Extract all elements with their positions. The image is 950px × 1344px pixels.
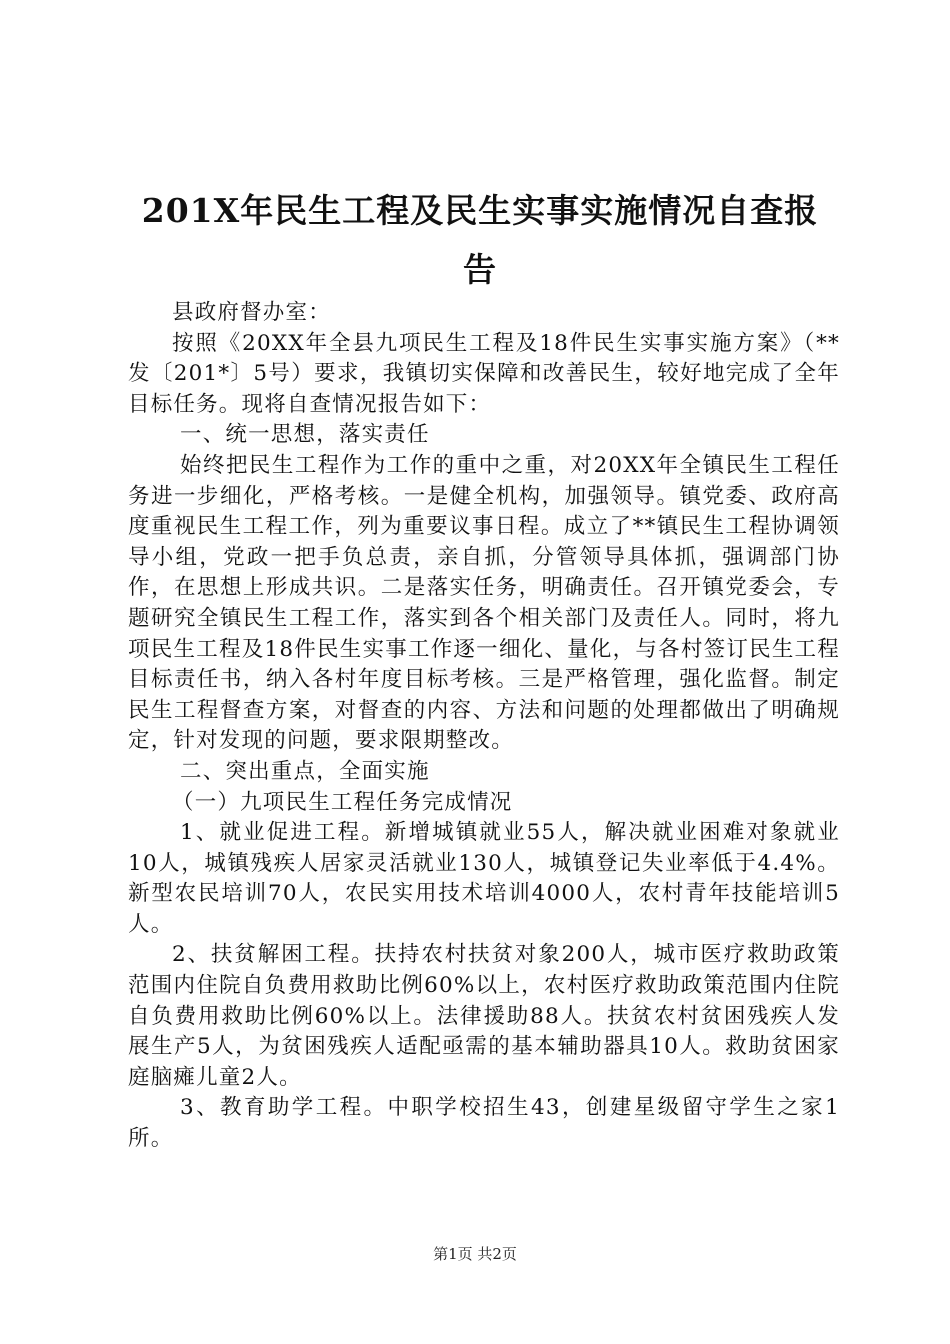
section-heading-2: 二、突出重点，全面实施: [180, 758, 430, 784]
page-footer: 第1页 共2页: [433, 1245, 517, 1263]
subsection-heading-1: （一）九项民生工程任务完成情况: [172, 789, 513, 815]
item-3-paragraph: 3、教育助学工程。中职学校招生43，创建星级留守学生之家1所。: [128, 1095, 840, 1152]
item-2-paragraph: 2、扶贫解困工程。扶持农村扶贫对象200人，城市医疗救助政策范围内住院自负费用救助比例60%以上，农村医疗救助政策范围内住院自负费用救助比例60%以上。法律援助88人。扶贫农村贫困残疾人发展生产5人，为贫困残疾人适配亟需的基本辅助器具10人。救助贫困家庭脑瘫儿童2人。: [128, 942, 840, 1090]
document-title-line-1: 201X年民生工程及民生实事实施情况自查报: [141, 191, 819, 230]
item-1-paragraph: 1、就业促进工程。新增城镇就业55人，解决就业困难对象就业10人，城镇残疾人居家灵活就业130人，城镇登记失业率低于4.4%。新型农民培训70人，农民实用技术培训4000人，农村青年技能培训5人。: [128, 820, 840, 937]
section-1-paragraph: 始终把民生工程作为工作的重中之重，对20XX年全镇民生工程任务进一步细化，严格考核。一是健全机构，加强领导。镇党委、政府高度重视民生工程工作，列为重要议事日程。成立了**镇民生工程协调领导小组，党政一把手负总责，亲自抓，分管领导具体抓，强调部门协作，在思想上形成共识。二是落实任务，明确责任。召开镇党委会，专题研究全镇民生工程工作，落实到各个相关部门及责任人。同时，将九项民生工程及18件民生实事工作逐一细化、量化，与各村签订民生工程目标责任书，纳入各村年度目标考核。三是严格管理，强化监督。制定民生工程督查方案，对督查的内容、方法和问题的处理都做出了明确规定，针对发现的问题，要求限期整改。: [128, 452, 840, 754]
intro-paragraph: 按照《20XX年全县九项民生工程及18件民生实事实施方案》（**发〔201*〕5号）要求，我镇切实保障和改善民生，较好地完成了全年目标任务。现将自查情况报告如下：: [128, 330, 840, 417]
document-title-line-2: 告: [463, 250, 497, 289]
document-body: [128, 298, 840, 1155]
section-heading-1: 一、统一思想，落实责任: [180, 422, 430, 448]
salutation: 县政府督办室：: [172, 300, 331, 325]
